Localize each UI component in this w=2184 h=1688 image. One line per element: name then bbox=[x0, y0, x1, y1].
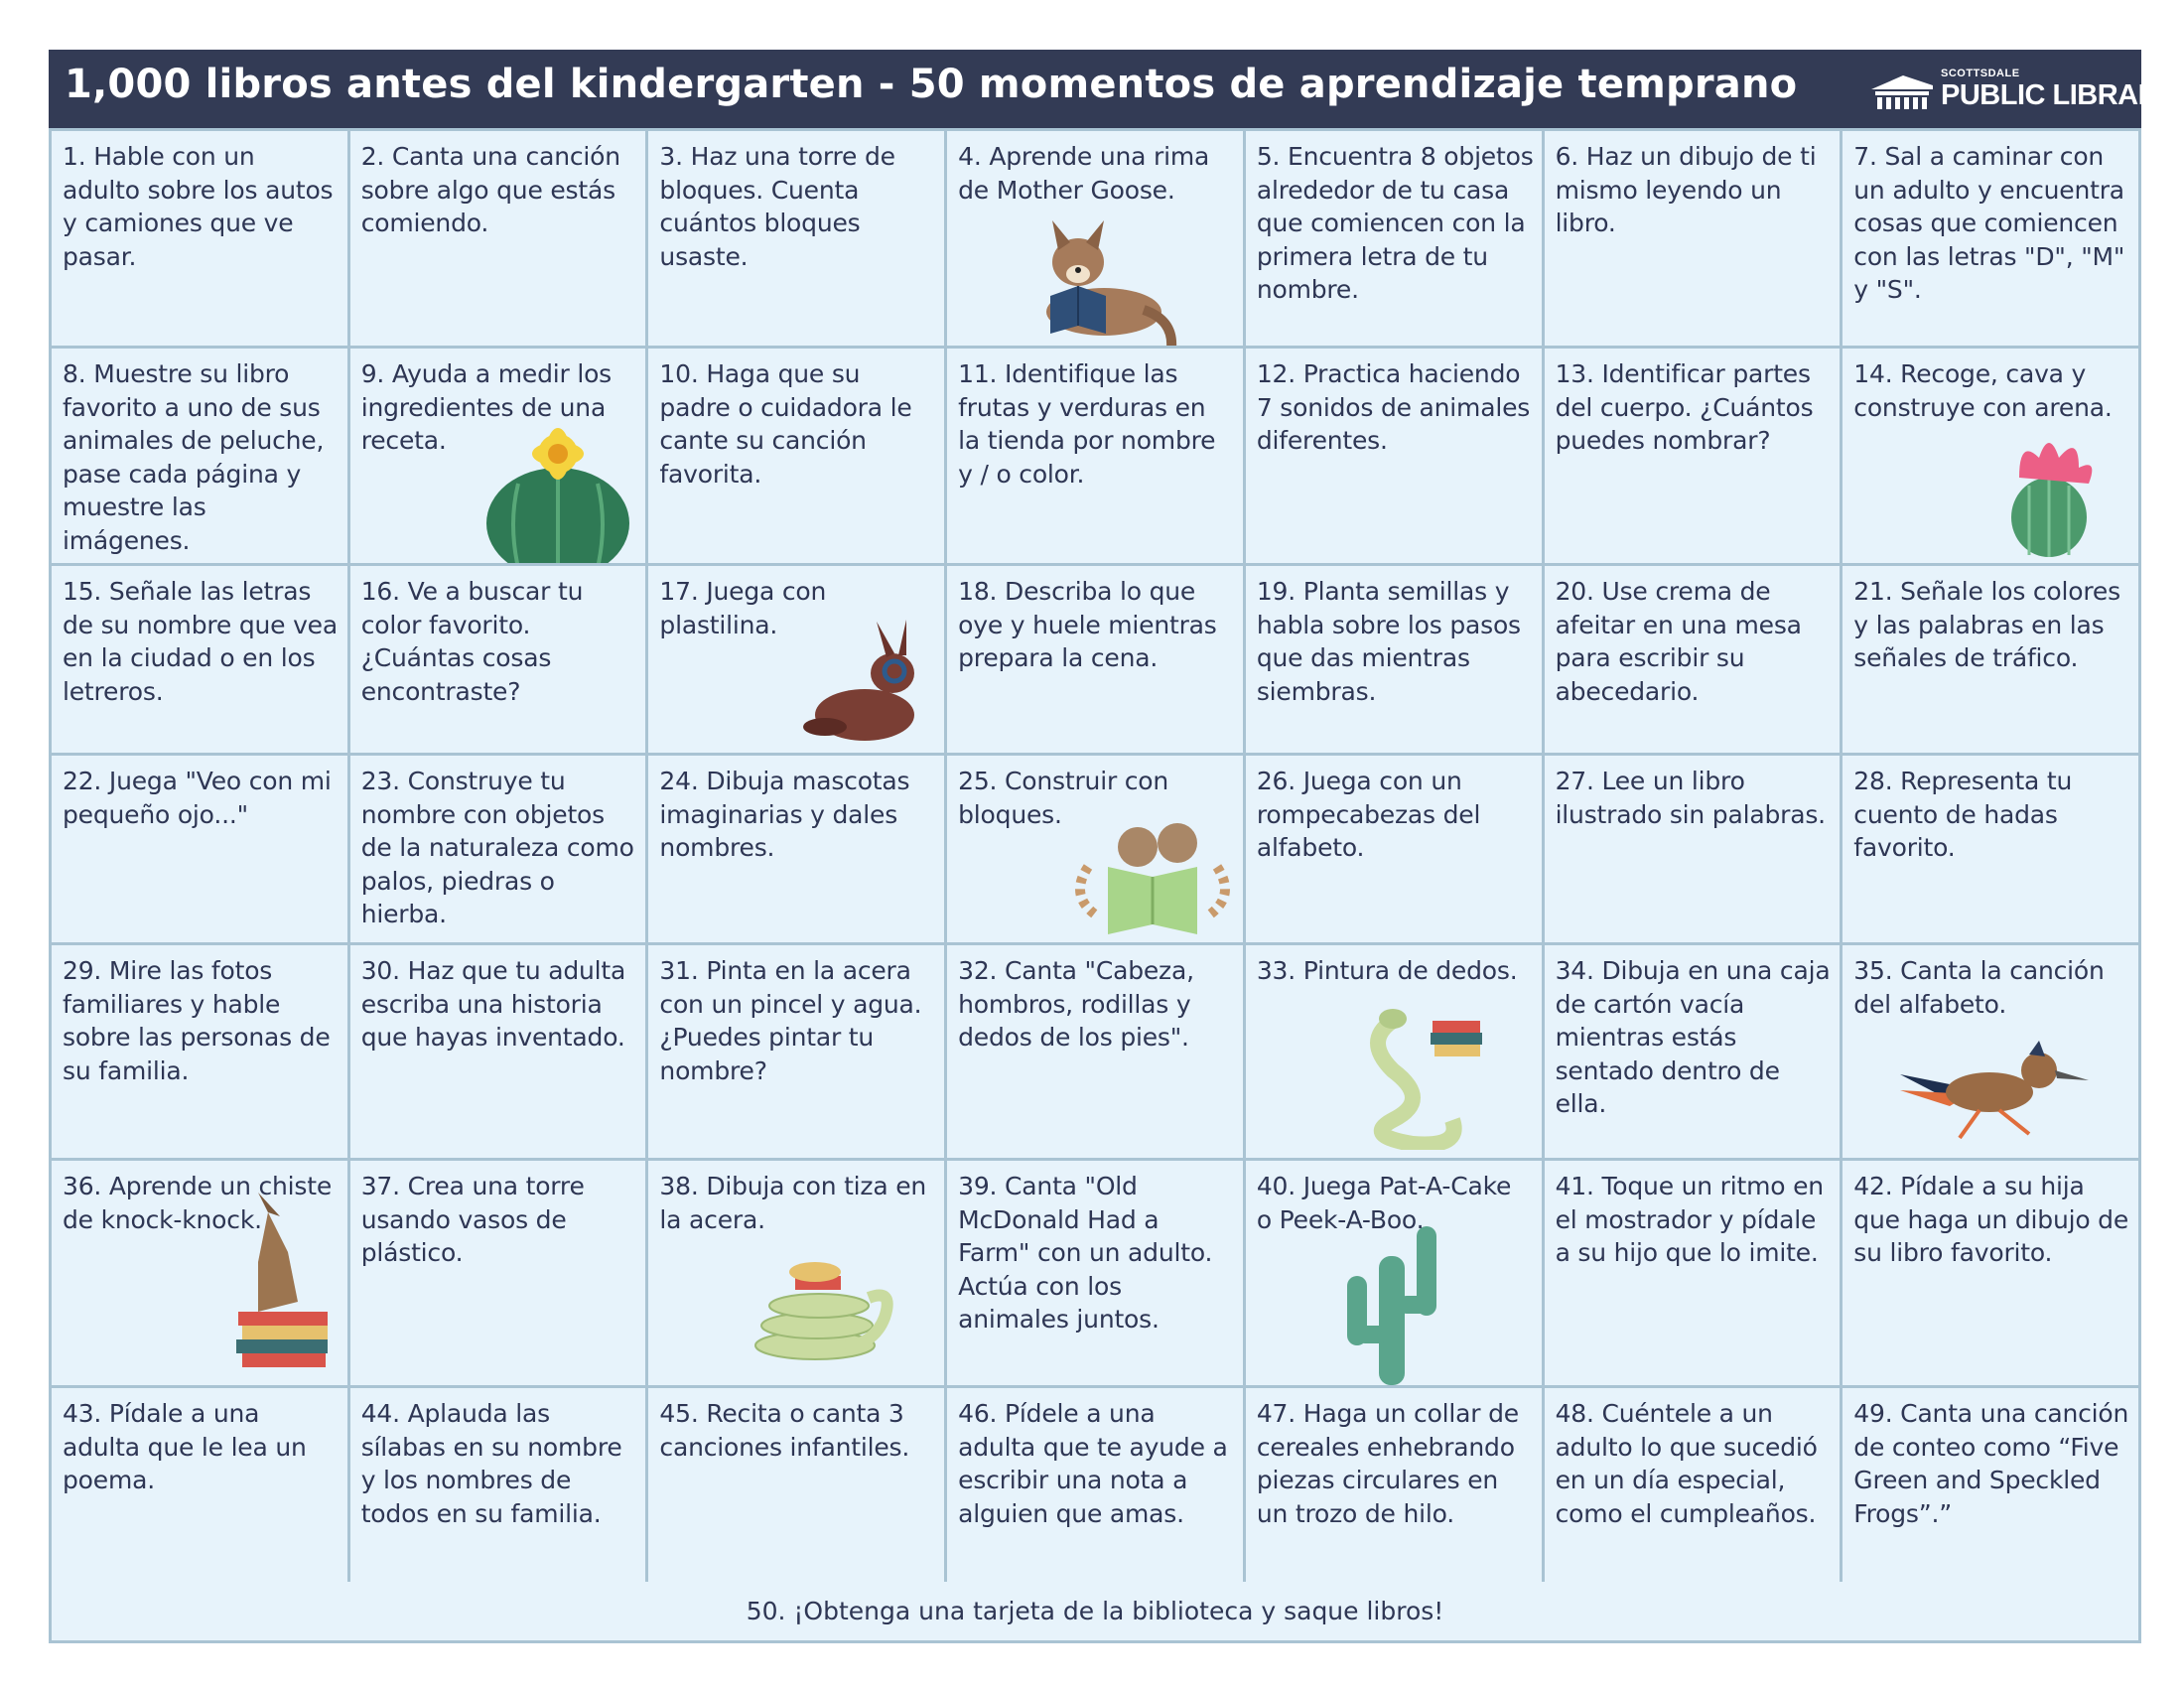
activity-cell bbox=[947, 1161, 1243, 1385]
activity-cell bbox=[1246, 1161, 1542, 1385]
activity-text: 46. Pídele a una adulta que te ayude a escribir una nota a alguien que amas. bbox=[958, 1399, 1228, 1528]
activity-cell bbox=[1843, 1388, 2138, 1604]
activity-text: 38. Dibuja con tiza en la acera. bbox=[659, 1172, 927, 1234]
activity-cell bbox=[648, 1388, 944, 1604]
activity-cell bbox=[52, 1161, 347, 1385]
activity-cell bbox=[1843, 945, 2138, 1158]
activity-text: 40. Juega Pat-A-Cake o Peek-A-Boo. bbox=[1256, 1172, 1512, 1234]
activity-text: 20. Use crema de afeitar en una mesa para escribir su abecedario. bbox=[1555, 577, 1802, 706]
logo-city-text: SCOTTSDALE bbox=[1941, 68, 2020, 79]
activity-cell bbox=[52, 756, 347, 942]
activity-cell bbox=[1246, 945, 1542, 1158]
activity-sheet bbox=[49, 50, 2176, 1643]
activity-cell bbox=[947, 131, 1243, 346]
activity-cell bbox=[648, 349, 944, 563]
activity-cell bbox=[1545, 131, 1841, 346]
activity-text: 48. Cuéntele a un adulto lo que sucedió en un día especial, como el cumpleaños. bbox=[1555, 1399, 1818, 1528]
activity-grid bbox=[49, 128, 2141, 1607]
library-building-icon bbox=[1869, 71, 1935, 111]
activity-cell bbox=[52, 945, 347, 1158]
activity-text: 41. Toque un ritmo en el mostrador y pídale a su hijo que lo imite. bbox=[1555, 1172, 1824, 1267]
activity-cell bbox=[1246, 1388, 1542, 1604]
activity-cell bbox=[648, 945, 944, 1158]
activity-text: 28. Representa tu cuento de hadas favorito. bbox=[1853, 767, 2073, 862]
pink-flower-cactus-icon bbox=[1999, 428, 2109, 557]
activity-text: 26. Juega con un rompecabezas del alfabeto. bbox=[1256, 767, 1481, 862]
activity-cell bbox=[1843, 756, 2138, 942]
activity-cell bbox=[350, 349, 646, 563]
activity-cell bbox=[350, 1388, 646, 1604]
activity-cell bbox=[52, 1388, 347, 1604]
activity-cell bbox=[350, 945, 646, 1158]
activity-text: 12. Practica haciendo 7 sonidos de animales diferentes. bbox=[1256, 359, 1531, 455]
activity-cell bbox=[350, 131, 646, 346]
activity-text: 44. Aplauda las sílabas en su nombre y los nombres de todos en su familia. bbox=[360, 1399, 622, 1528]
activity-text: 6. Haz un dibujo de ti mismo leyendo un libro. bbox=[1555, 142, 1817, 237]
activity-text: 35. Canta la canción del alfabeto. bbox=[1853, 956, 2105, 1019]
final-activity-text: 50. ¡Obtenga una tarjeta de la biblioteca y saque libros! bbox=[746, 1597, 1444, 1625]
activity-cell bbox=[350, 566, 646, 753]
activity-text: 11. Identifique las frutas y verduras en la tienda por nombre y / o color. bbox=[958, 359, 1216, 489]
activity-text: 49. Canta una canción de conteo como “Five Green and Speckled Frogs”.” bbox=[1853, 1399, 2129, 1528]
activity-text: 13. Identificar partes del cuerpo. ¿Cuántos puedes nombrar? bbox=[1555, 359, 1814, 455]
activity-cell bbox=[1843, 131, 2138, 346]
activity-text: 42. Pídale a su hija que haga un dibujo de su libro favorito. bbox=[1853, 1172, 2129, 1267]
activity-cell bbox=[350, 756, 646, 942]
activity-text: 2. Canta una canción sobre algo que estás comiendo. bbox=[360, 142, 620, 237]
activity-cell bbox=[1545, 756, 1841, 942]
final-activity-row bbox=[49, 1582, 2141, 1643]
activity-cell bbox=[648, 756, 944, 942]
activity-text: 29. Mire las fotos familiares y hable sobre las personas de su familia. bbox=[63, 956, 331, 1085]
snake-coiled-book-icon bbox=[746, 1248, 904, 1367]
activity-cell bbox=[1545, 1388, 1841, 1604]
coyote-reading-icon bbox=[1034, 201, 1183, 346]
saguaro-cactus-icon bbox=[1333, 1216, 1452, 1385]
activity-text: 27. Lee un libro ilustrado sin palabras. bbox=[1555, 767, 1826, 829]
activity-text: 30. Haz que tu adulta escriba una historia que hayas inventado. bbox=[360, 956, 626, 1052]
activity-text: 34. Dibuja en una caja de cartón vacía mientras estás sentado dentro de ella. bbox=[1555, 956, 1831, 1118]
activity-text: 18. Describa lo que oye y huele mientras prepara la cena. bbox=[958, 577, 1217, 672]
activity-text: 24. Dibuja mascotas imaginarias y dales nombres. bbox=[659, 767, 910, 862]
snake-books-icon bbox=[1353, 1001, 1482, 1150]
activity-text: 10. Haga que su padre o cuidadora le cante su canción favorita. bbox=[659, 359, 912, 489]
activity-cell bbox=[52, 566, 347, 753]
library-logo bbox=[1869, 64, 2176, 117]
activity-cell bbox=[1843, 566, 2138, 753]
activity-cell bbox=[947, 1388, 1243, 1604]
activity-text: 4. Aprende una rima de Mother Goose. bbox=[958, 142, 1210, 205]
activity-cell bbox=[1545, 566, 1841, 753]
activity-text: 5. Encuentra 8 objetos alrededor de tu casa que comiencen con la primera letra de tu nombre. bbox=[1256, 142, 1534, 304]
activity-text: 22. Juega "Veo con mi pequeño ojo..." bbox=[63, 767, 332, 829]
activity-text: 31. Pinta en la acera con un pincel y agua. ¿Puedes pintar tu nombre? bbox=[659, 956, 922, 1085]
activity-cell bbox=[1843, 349, 2138, 563]
activity-text: 8. Muestre su libro favorito a uno de sus animales de peluche, pase cada página y muestre las imágenes. bbox=[63, 359, 325, 555]
logo-library-text: PUBLIC LIBRARY bbox=[1941, 79, 2176, 111]
activity-cell bbox=[947, 945, 1243, 1158]
activity-text: 36. Aprende un chiste de knock-knock. bbox=[63, 1172, 333, 1234]
activity-cell bbox=[1545, 945, 1841, 1158]
activity-text: 19. Planta semillas y habla sobre los pasos que das mientras siembras. bbox=[1256, 577, 1521, 706]
activity-cell bbox=[648, 1161, 944, 1385]
activity-cell bbox=[1246, 349, 1542, 563]
activity-text: 17. Juega con plastilina. bbox=[659, 577, 827, 639]
activity-text: 23. Construye tu nombre con objetos de la naturaleza como palos, piedras o hierba. bbox=[360, 767, 634, 928]
activity-cell bbox=[1843, 1161, 2138, 1385]
activity-cell bbox=[1246, 756, 1542, 942]
activity-cell bbox=[1545, 349, 1841, 563]
activity-cell bbox=[1246, 131, 1542, 346]
activity-cell bbox=[1545, 1161, 1841, 1385]
activity-cell bbox=[947, 349, 1243, 563]
activity-cell bbox=[52, 349, 347, 563]
roadrunner-icon bbox=[1890, 1035, 2099, 1144]
activity-text: 16. Ve a buscar tu color favorito. ¿Cuántas cosas encontraste? bbox=[360, 577, 584, 706]
activity-text: 33. Pintura de dedos. bbox=[1256, 956, 1518, 985]
activity-text: 1. Hable con un adulto sobre los autos y camiones que ve pasar. bbox=[63, 142, 334, 271]
activity-cell bbox=[648, 131, 944, 346]
activity-cell bbox=[1246, 566, 1542, 753]
activity-text: 32. Canta "Cabeza, hombros, rodillas y dedos de los pies". bbox=[958, 956, 1194, 1052]
activity-text: 15. Señale las letras de su nombre que vea en la ciudad o en los letreros. bbox=[63, 577, 338, 706]
activity-text: 45. Recita o canta 3 canciones infantiles. bbox=[659, 1399, 910, 1462]
activity-text: 39. Canta "Old McDonald Had a Farm" con un adulto. Actúa con los animales juntos. bbox=[958, 1172, 1213, 1334]
activity-cell bbox=[350, 1161, 646, 1385]
activity-text: 25. Construir con bloques. bbox=[958, 767, 1169, 829]
activity-text: 47. Haga un collar de cereales enhebrando piezas circulares en un trozo de hilo. bbox=[1256, 1399, 1519, 1528]
activity-text: 14. Recoge, cava y construye con arena. bbox=[1853, 359, 2113, 422]
activity-text: 7. Sal a caminar con un adulto y encuentra cosas que comiencen con las letras "D", "M" y "S". bbox=[1853, 142, 2125, 304]
activity-text: 43. Pídale a una adulta que le lea un poema. bbox=[63, 1399, 307, 1494]
activity-text: 21. Señale los colores y las palabras en las señales de tráfico. bbox=[1853, 577, 2120, 672]
activity-cell bbox=[947, 566, 1243, 753]
activity-cell bbox=[947, 756, 1243, 942]
activity-text: 3. Haz una torre de bloques. Cuenta cuántos bloques usaste. bbox=[659, 142, 895, 271]
activity-cell bbox=[648, 566, 944, 753]
activity-text: 9. Ayuda a medir los ingredientes de una receta. bbox=[360, 359, 612, 455]
activity-cell bbox=[52, 131, 347, 346]
page-title: 1,000 libros antes del kindergarten - 50 momentos de aprendizaje temprano bbox=[65, 62, 1798, 107]
activity-text: 37. Crea una torre usando vasos de plástico. bbox=[360, 1172, 585, 1267]
header-bar bbox=[49, 50, 2176, 128]
